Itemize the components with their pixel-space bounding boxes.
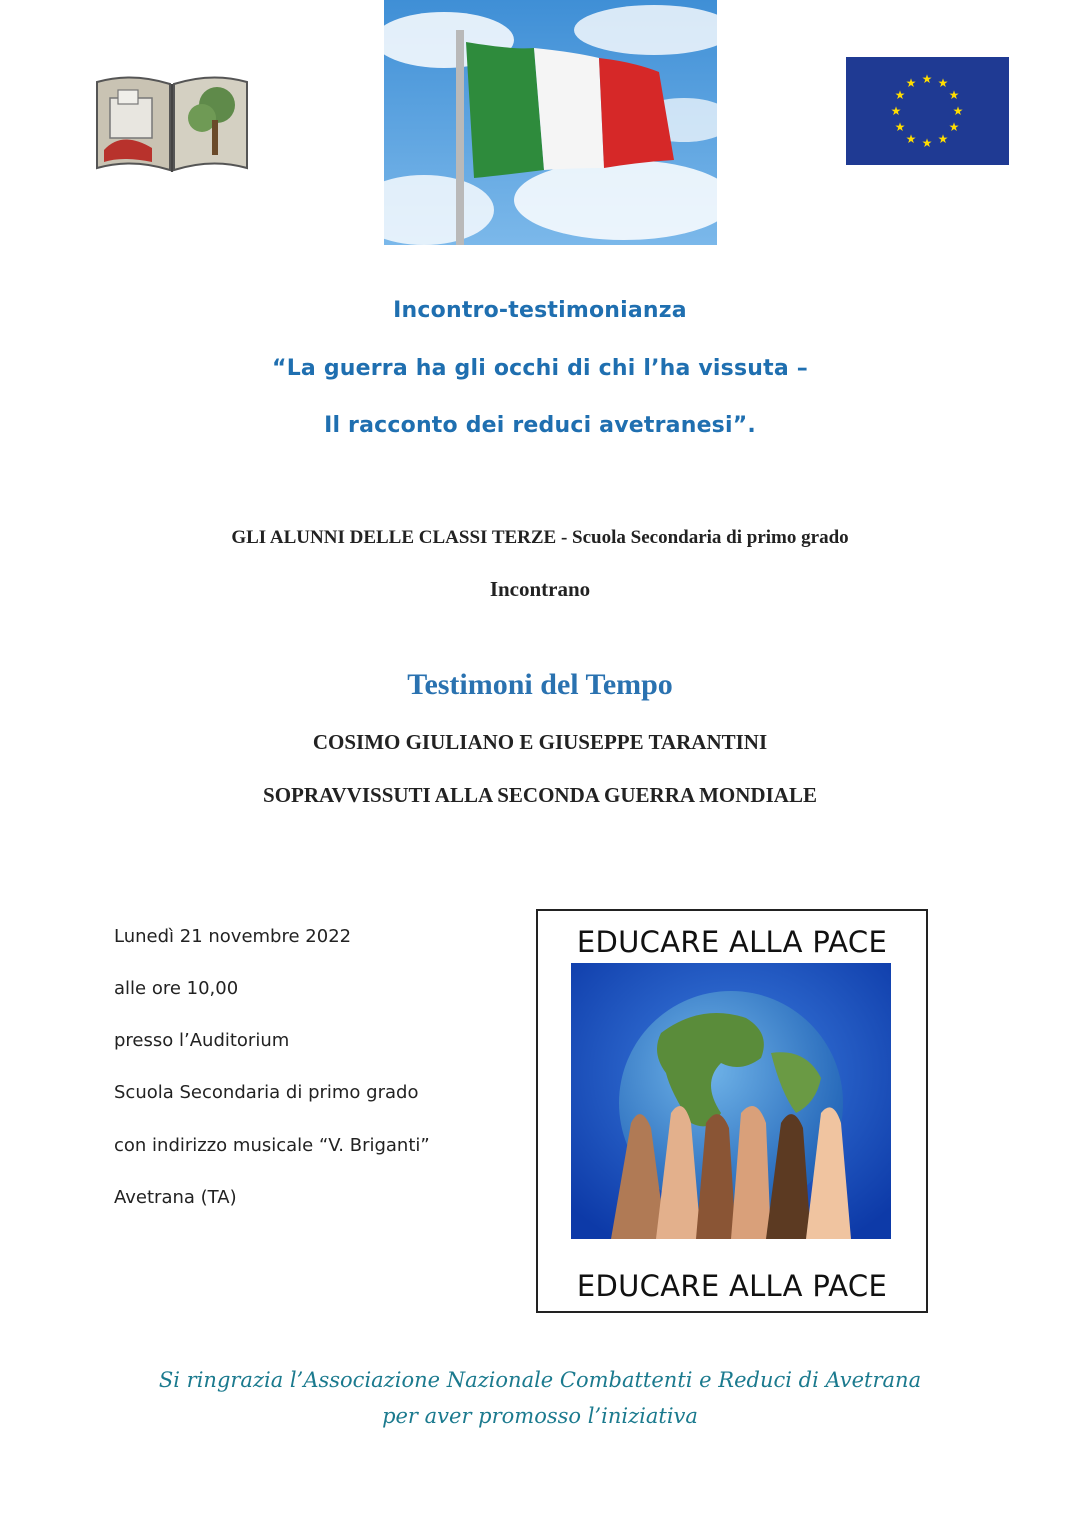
event-date: Lunedì 21 novembre 2022 (114, 926, 352, 947)
witnesses-heading: Testimoni del Tempo (407, 668, 673, 701)
students-line: GLI ALUNNI DELLE CLASSI TERZE - Scuola Secondaria di primo grado (231, 527, 849, 548)
svg-text:★: ★ (937, 132, 949, 146)
event-city: Avetrana (TA) (114, 1187, 237, 1208)
svg-text:★: ★ (948, 88, 960, 102)
meet-line: Incontrano (489, 577, 591, 601)
event-venue: presso l’Auditorium (114, 1030, 290, 1051)
svg-text:★: ★ (890, 104, 902, 118)
svg-text:★: ★ (905, 76, 917, 90)
italian-flag-photo (384, 0, 717, 245)
peace-label-bottom: EDUCARE ALLA PACE (576, 1269, 888, 1303)
survivors-line: SOPRAVVISSUTI ALLA SECONDA GUERRA MONDIALE (263, 783, 817, 807)
thanks-line2: per aver promosso l’iniziativa (382, 1404, 698, 1428)
event-title-line2: Il racconto dei reduci avetranesi”. (324, 413, 756, 438)
svg-text:★: ★ (894, 88, 906, 102)
peace-label-top: EDUCARE ALLA PACE (576, 925, 888, 959)
svg-text:★: ★ (937, 76, 949, 90)
svg-text:★: ★ (921, 136, 933, 150)
school-logo-image (92, 70, 252, 176)
educare-alla-pace-box (536, 909, 928, 1313)
svg-text:★: ★ (921, 72, 933, 86)
svg-text:★: ★ (952, 104, 964, 118)
event-school-address: con indirizzo musicale “V. Briganti” (114, 1135, 430, 1156)
event-time: alle ore 10,00 (114, 978, 239, 999)
event-type-heading: Incontro-testimonianza (393, 298, 687, 323)
event-title-line1: “La guerra ha gli occhi di chi l’ha vissuta – (272, 356, 808, 381)
svg-text:★: ★ (894, 120, 906, 134)
eu-flag-image (846, 57, 1009, 165)
event-school: Scuola Secondaria di primo grado (114, 1082, 419, 1103)
thanks-line1: Si ringrazia l’Associazione Nazionale Combattenti e Reduci di Avetrana (158, 1368, 922, 1392)
svg-text:★: ★ (948, 120, 960, 134)
svg-text:★: ★ (905, 132, 917, 146)
witness-names: COSIMO GIULIANO E GIUSEPPE TARANTINI (312, 730, 768, 754)
globe-hands-image (571, 963, 891, 1239)
